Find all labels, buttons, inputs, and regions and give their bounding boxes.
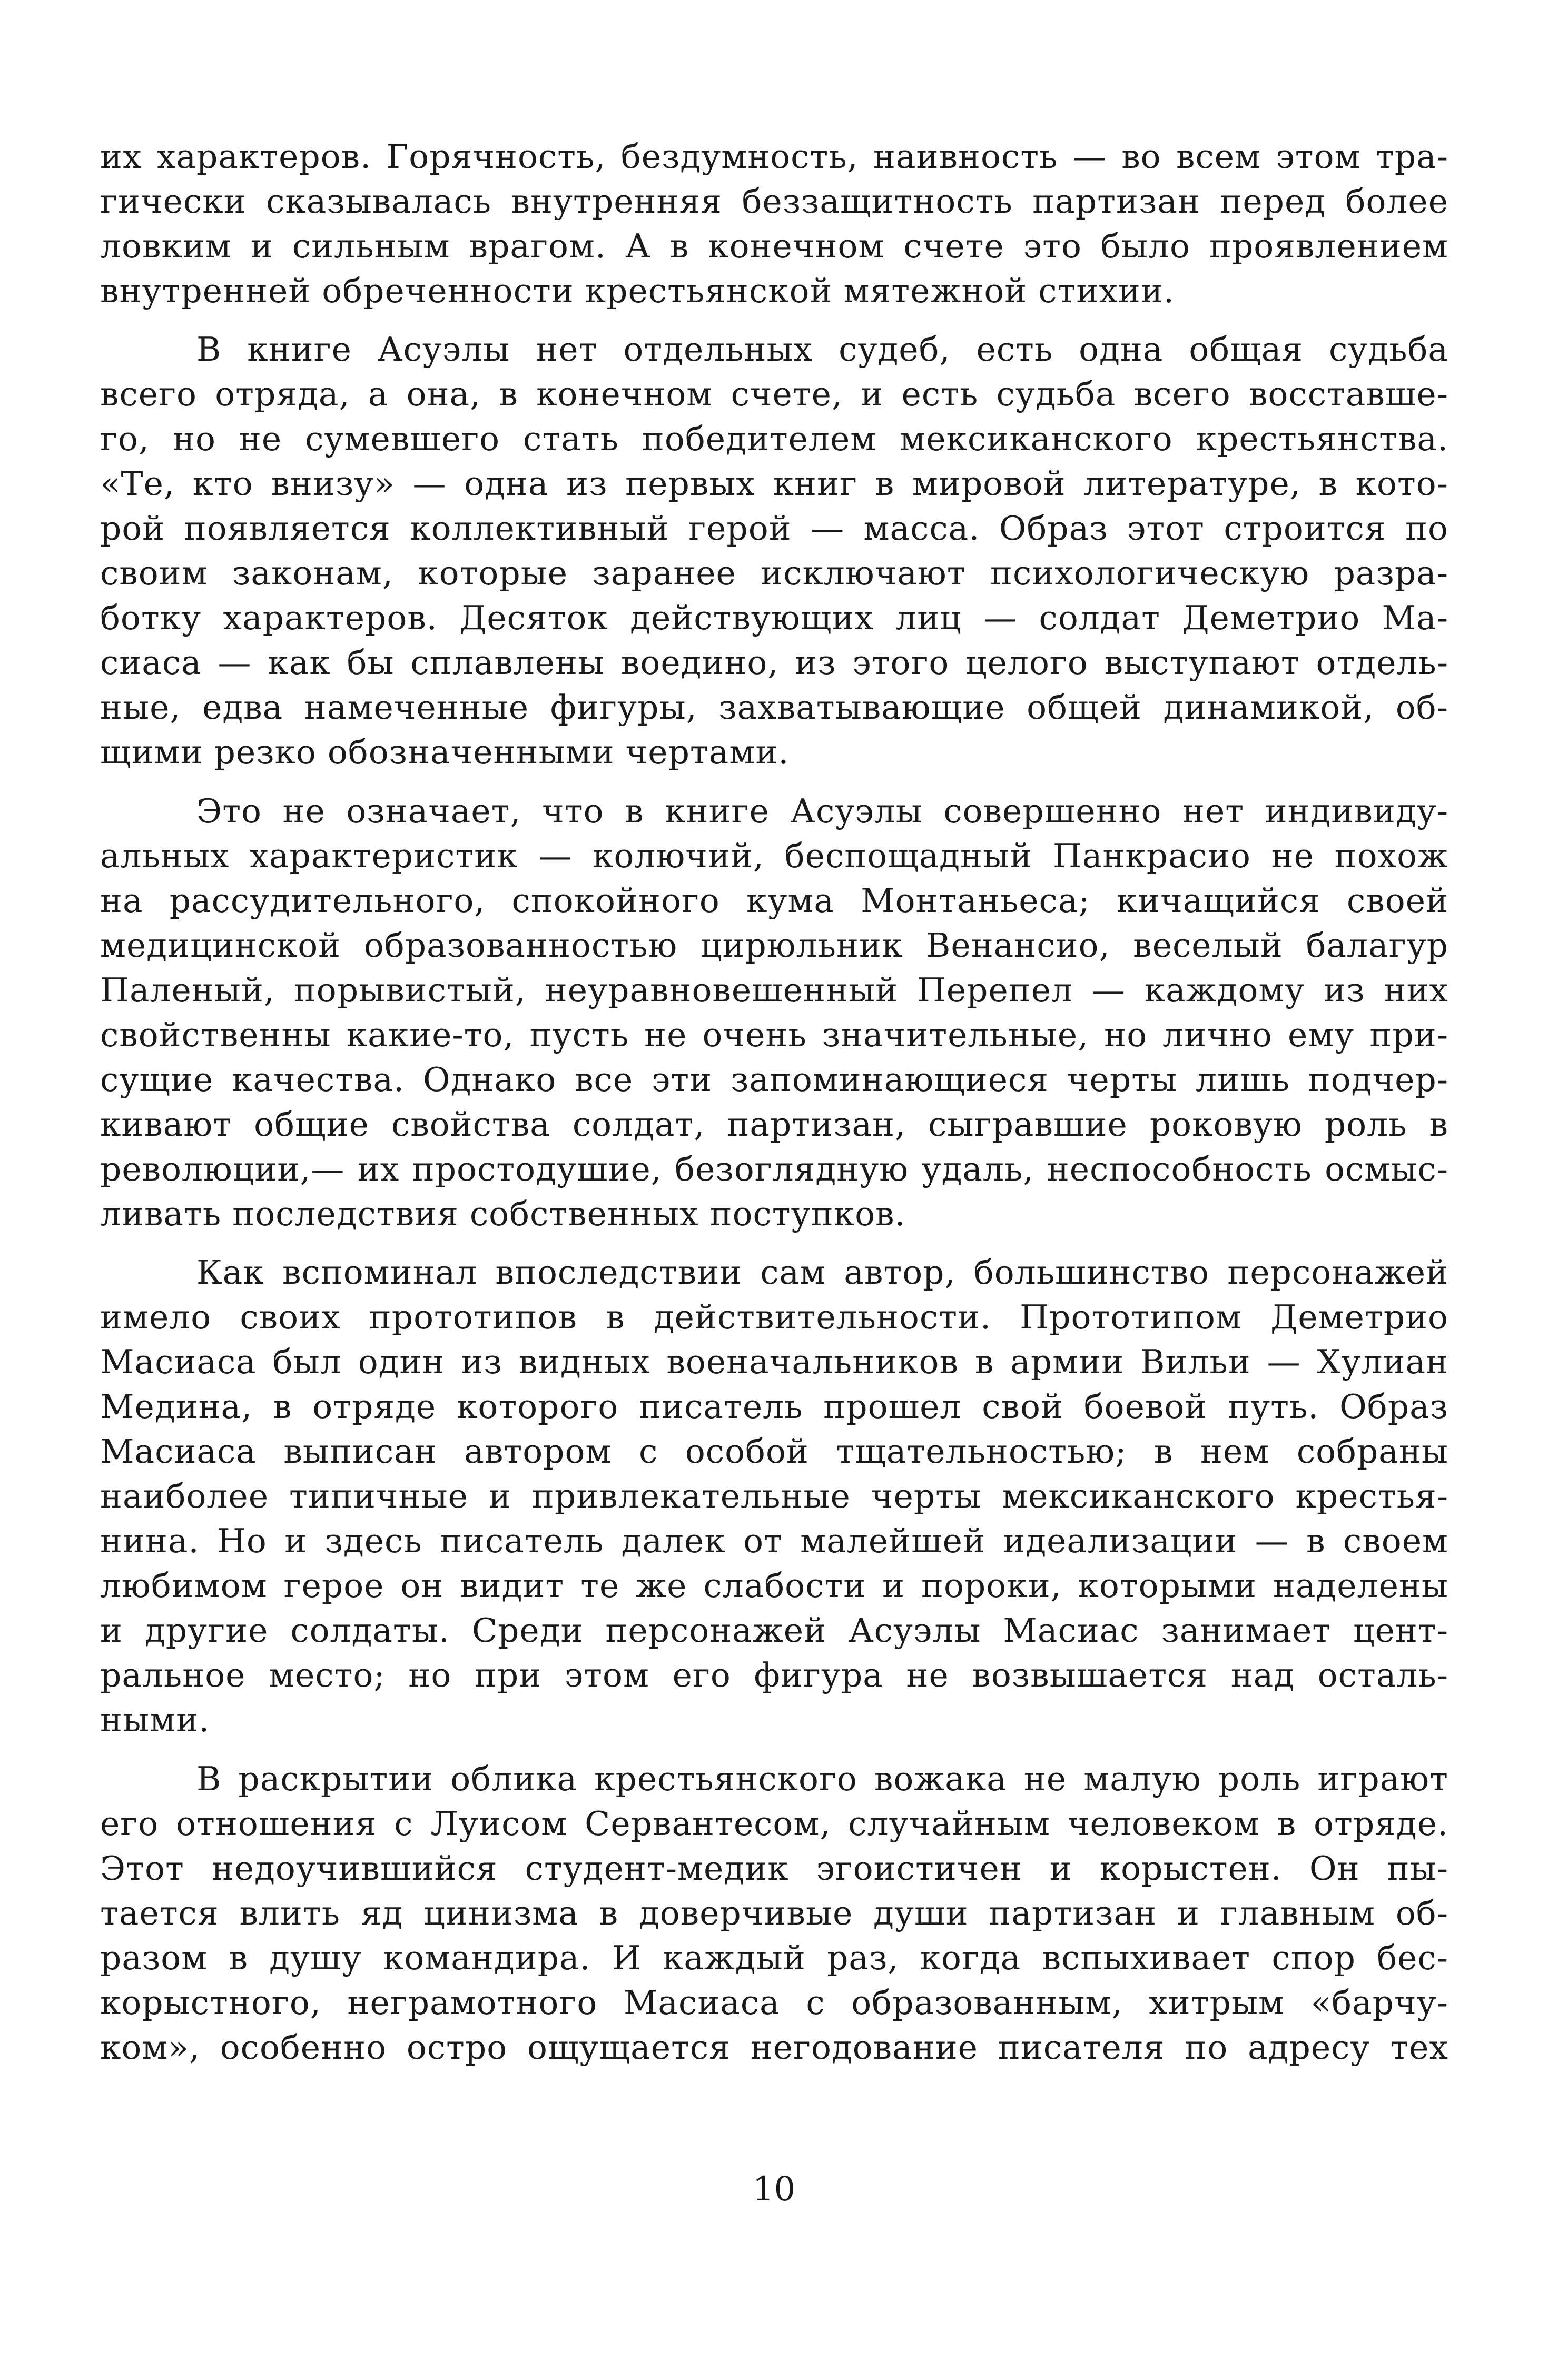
- text-line: В раскрытии облика крестьянского вожака не малую роль играют: [196, 1760, 1448, 1798]
- text-line: революции,— их простодушие, безоглядную удаль, неспособность осмыс-: [100, 1150, 1448, 1188]
- text-line: тается влить яд цинизма в доверчивые души партизан и главным об-: [100, 1894, 1448, 1932]
- text-line: «Те, кто внизу» — одна из первых книг в мировой литературе, в кото-: [100, 464, 1448, 503]
- text-line: его отношения с Луисом Сервантесом, случайным человеком в отряде.: [100, 1804, 1448, 1843]
- text-line: щими резко обозначенными чертами.: [100, 733, 790, 771]
- text-line: их характеров. Горячность, бездумность, наивность — во всем этом тра-: [100, 137, 1448, 176]
- text-line: нина. Но и здесь писатель далек от малейшей идеализации — в своем: [100, 1522, 1448, 1560]
- text-line: Паленый, порывистый, неуравновешенный Перепел — каждому из них: [100, 971, 1448, 1009]
- text-line: ловким и сильным врагом. А в конечном счете это было проявлением: [100, 227, 1448, 265]
- text-line: внутренней обреченности крестьянской мятежной стихии.: [100, 272, 1175, 310]
- text-line: ливать последствия собственных поступков.: [100, 1195, 906, 1233]
- text-line: ными.: [100, 1701, 210, 1739]
- text-line: го, но не сумевшего стать победителем мексиканского крестьянства.: [100, 420, 1448, 458]
- page-number: 10: [752, 2170, 796, 2209]
- text-line: рой появляется коллективный герой — масса. Образ этот строится по: [100, 509, 1448, 548]
- text-line: Как вспоминал впоследствии сам автор, большинство персонажей: [196, 1253, 1448, 1292]
- text-line: В книге Асуэлы нет отдельных судеб, есть одна общая судьба: [196, 330, 1448, 369]
- text-line: медицинской образованностью цирюльник Венансио, веселый балагур: [100, 926, 1448, 965]
- text-line: ботку характеров. Десяток действующих лиц — солдат Деметрио Ма-: [100, 599, 1448, 637]
- text-line: ральное место; но при этом его фигура не возвышается над осталь-: [100, 1656, 1448, 1694]
- text-line: Это не означает, что в книге Асуэлы совершенно нет индивиду-: [196, 792, 1448, 830]
- text-line: и другие солдаты. Среди персонажей Асуэлы Масиас занимает цент-: [100, 1611, 1448, 1650]
- text-line: Этот недоучившийся студент-медик эгоистичен и корыстен. Он пы-: [100, 1849, 1448, 1888]
- text-line: на рассудительного, спокойного кума Монтаньеса; кичащийся своей: [100, 881, 1448, 920]
- text-line: сиаса — как бы сплавлены воедино, из этого целого выступают отдель-: [100, 643, 1448, 682]
- text-line: Масиаса выписан автором с особой тщательностью; в нем собраны: [100, 1432, 1448, 1471]
- text-line: свойственны какие-то, пусть не очень значительные, но лично ему при-: [100, 1016, 1448, 1054]
- text-line: разом в душу командира. И каждый раз, когда вспыхивает спор бес-: [100, 1939, 1448, 1977]
- text-line: ком», особенно остро ощущается негодование писателя по адресу тех: [100, 2028, 1448, 2067]
- text-line: корыстного, неграмотного Масиаса с образованным, хитрым «барчу-: [100, 1984, 1448, 2022]
- text-line: имело своих прототипов в действительности. Прототипом Деметрио: [100, 1298, 1448, 1336]
- text-line: любимом герое он видит те же слабости и пороки, которыми наделены: [100, 1566, 1448, 1605]
- text-line: Масиаса был один из видных военачальников в армии Вильи — Хулиан: [100, 1343, 1448, 1381]
- text-line: своим законам, которые заранее исключают психологическую разра-: [100, 554, 1448, 592]
- text-line: кивают общие свойства солдат, партизан, сыгравшие роковую роль в: [100, 1105, 1448, 1144]
- text-line: сущие качества. Однако все эти запоминающиеся черты лишь подчер-: [100, 1060, 1448, 1099]
- text-line: всего отряда, а она, в конечном счете, и есть судьба всего восставше-: [100, 375, 1448, 413]
- text-line: наиболее типичные и привлекательные черты мексиканского крестья-: [100, 1477, 1448, 1515]
- text-line: альных характеристик — колючий, беспощадный Панкрасио не похож: [100, 837, 1448, 875]
- text-line: Медина, в отряде которого писатель прошел свой боевой путь. Образ: [100, 1387, 1448, 1426]
- text-line: ные, едва намеченные фигуры, захватывающие общей динамикой, об-: [100, 688, 1448, 727]
- text-line: гически сказывалась внутренняя беззащитность партизан перед более: [100, 182, 1448, 221]
